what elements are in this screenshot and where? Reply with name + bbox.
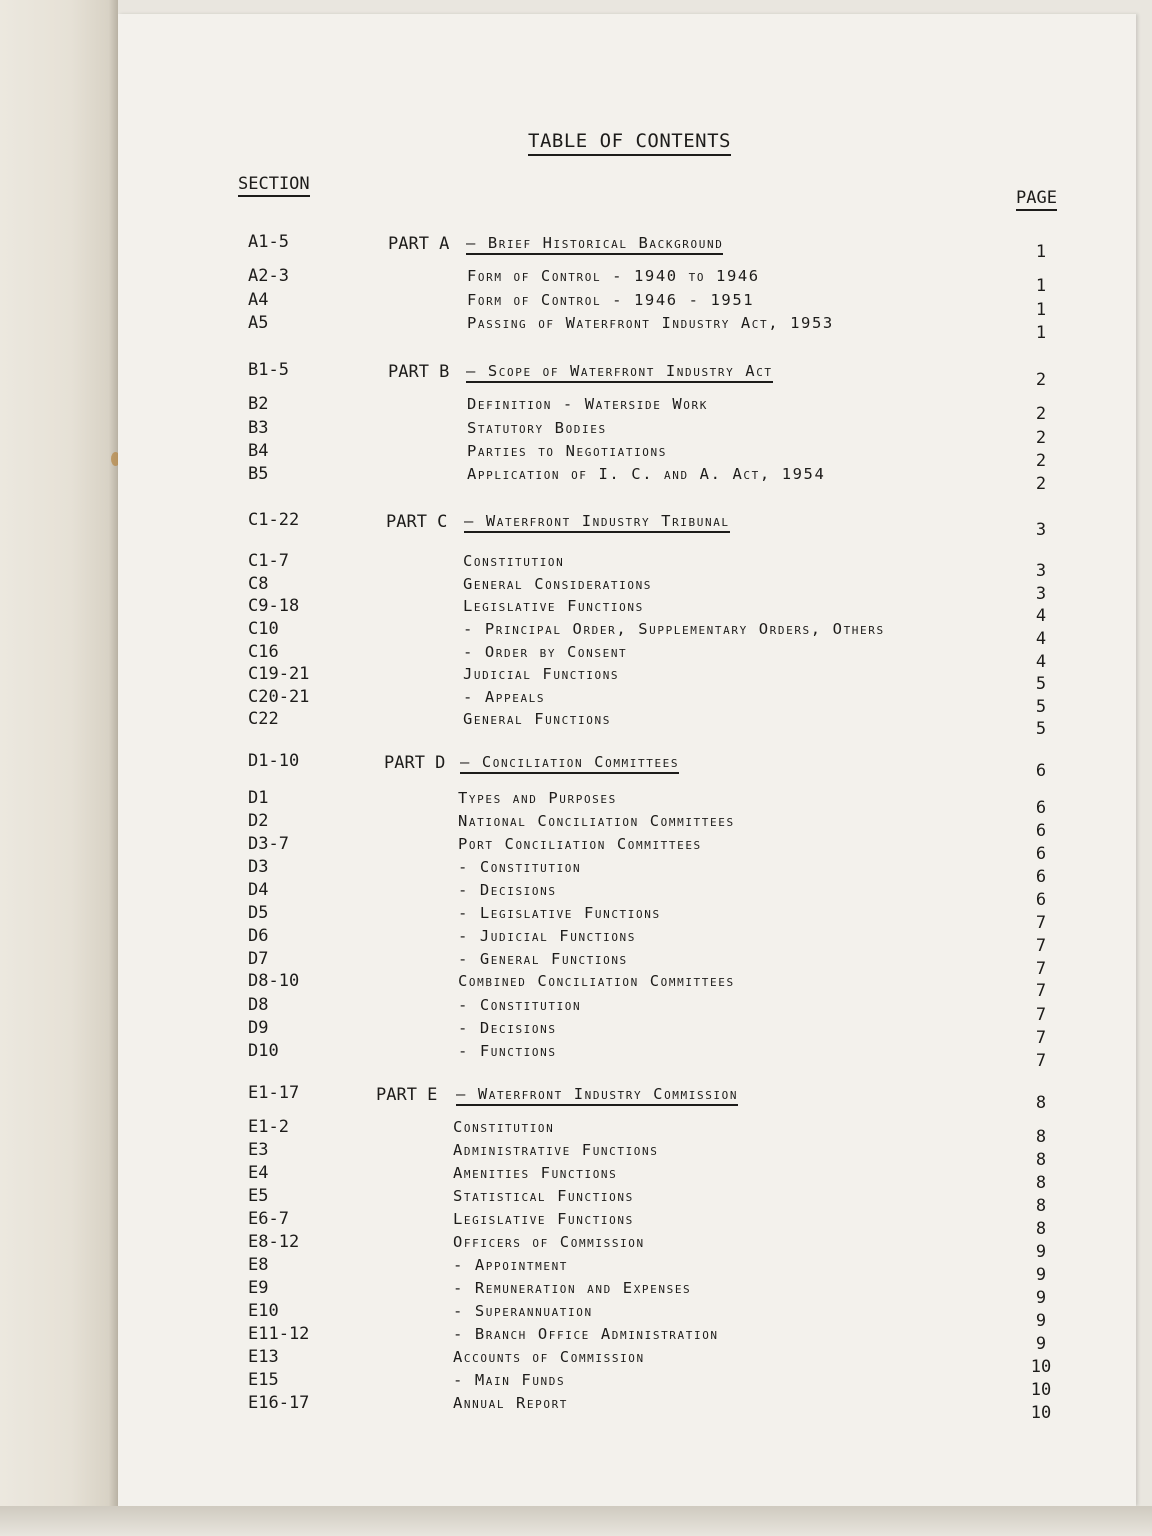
section-number: D9 (248, 1018, 269, 1038)
page-number: 8 (1035, 1219, 1047, 1239)
toc-entry: - Legislative Functions (458, 904, 661, 922)
part-label: PART D (384, 753, 446, 773)
page-number: 2 (1035, 474, 1047, 494)
section-number: D1-10 (248, 751, 300, 771)
section-number: C19-21 (248, 664, 310, 684)
page-number: 2 (1035, 451, 1047, 471)
page-number: 10 (1030, 1380, 1052, 1400)
section-number: D1 (248, 788, 269, 808)
toc-entry: Legislative Functions (453, 1210, 634, 1228)
page-number: 7 (1035, 1028, 1047, 1048)
section-number: E4 (248, 1163, 269, 1183)
toc-entry: Port Conciliation Committees (458, 835, 702, 853)
section-number: A2-3 (248, 266, 289, 286)
page-number: 5 (1035, 674, 1047, 694)
toc-entry: Administrative Functions (453, 1141, 659, 1159)
page-number: 1 (1035, 242, 1047, 262)
part-label: PART C (386, 512, 448, 532)
page-number: 9 (1035, 1242, 1047, 1262)
section-number: A1-5 (248, 232, 289, 252)
section-number: B4 (248, 441, 269, 461)
page-number: 2 (1035, 404, 1047, 424)
toc-entry: - Decisions (458, 1019, 557, 1037)
toc-entry: Accounts of Commission (453, 1348, 645, 1366)
page-number: 4 (1035, 606, 1047, 626)
page-number: 3 (1035, 520, 1047, 540)
toc-entry: Form of Control - 1946 - 1951 (467, 291, 755, 309)
page-title: TABLE OF CONTENTS (528, 130, 731, 156)
toc-entry: Annual Report (453, 1394, 569, 1412)
page-number: 3 (1035, 584, 1047, 604)
toc-entry: Constitution (453, 1118, 555, 1136)
section-number: B2 (248, 394, 269, 414)
toc-entry: Legislative Functions (463, 597, 644, 615)
page-number: 6 (1035, 867, 1047, 887)
toc-entry: Form of Control - 1940 to 1946 (467, 267, 760, 285)
toc-entry: - Superannuation (453, 1302, 593, 1320)
toc-entry: - Principal Order, Supplementary Orders, Others (463, 620, 885, 638)
page-number: 5 (1035, 719, 1047, 739)
section-number: D8 (248, 995, 269, 1015)
toc-entry: - Judicial Functions (458, 927, 636, 945)
page-number: 9 (1035, 1288, 1047, 1308)
toc-entry: - Main Funds (453, 1371, 566, 1389)
part-label: PART A (388, 234, 450, 254)
page-number: 10 (1030, 1403, 1052, 1423)
part-title: — Scope of Waterfront Industry Act (466, 362, 773, 383)
toc-entry: - Constitution (458, 858, 582, 876)
section-number: D2 (248, 811, 269, 831)
page-number: 1 (1035, 323, 1047, 343)
toc-entry: General Functions (463, 710, 611, 728)
section-number: E9 (248, 1278, 269, 1298)
section-number: D8-10 (248, 971, 300, 991)
section-number: C1-7 (248, 551, 289, 571)
section-number: A4 (248, 290, 269, 310)
toc-entry: Statutory Bodies (467, 419, 607, 437)
page-number: 6 (1035, 890, 1047, 910)
page-number: 1 (1035, 276, 1047, 296)
toc-entry: Passing of Waterfront Industry Act, 1953 (467, 314, 834, 332)
toc-entry: - Remuneration and Expenses (453, 1279, 692, 1297)
section-number: E8-12 (248, 1232, 300, 1252)
page-number: 7 (1035, 981, 1047, 1001)
page-number: 8 (1035, 1127, 1047, 1147)
section-number: E6-7 (248, 1209, 289, 1229)
page-number: 9 (1035, 1265, 1047, 1285)
toc-entry: Definition - Waterside Work (467, 395, 708, 413)
toc-entry: General Considerations (463, 575, 653, 593)
page-number: 8 (1035, 1196, 1047, 1216)
part-title: — Waterfront Industry Commission (456, 1085, 738, 1106)
toc-entry: Constitution (463, 552, 565, 570)
section-number: E3 (248, 1140, 269, 1160)
toc-entry: National Conciliation Committees (458, 812, 735, 830)
toc-entry: - Functions (458, 1042, 557, 1060)
toc-entry: - Constitution (458, 996, 582, 1014)
section-number: D5 (248, 903, 269, 923)
page-number: 7 (1035, 959, 1047, 979)
section-number: D4 (248, 880, 269, 900)
page-number: 5 (1035, 697, 1047, 717)
page-number: 6 (1035, 798, 1047, 818)
section-number: E1-2 (248, 1117, 289, 1137)
toc-entry: Parties to Negotiations (467, 442, 667, 460)
toc-entry: - Appointment (453, 1256, 569, 1274)
page-number: 2 (1035, 428, 1047, 448)
section-number: C10 (248, 619, 279, 639)
page-number: 1 (1035, 300, 1047, 320)
section-number: C1-22 (248, 510, 300, 530)
toc-entry: - Branch Office Administration (453, 1325, 719, 1343)
page-number: 7 (1035, 913, 1047, 933)
toc-entry: Types and Purposes (458, 789, 617, 807)
part-title: — Conciliation Committees (460, 753, 679, 774)
toc-entry: Officers of Commission (453, 1233, 645, 1251)
section-number: D7 (248, 949, 269, 969)
section-number: C16 (248, 642, 279, 662)
toc-entry: Amenities Functions (453, 1164, 618, 1182)
section-number: B3 (248, 418, 269, 438)
part-title: — Brief Historical Background (466, 234, 723, 255)
toc-entry: Application of I. C. and A. Act, 1954 (467, 465, 826, 483)
book-spine (0, 0, 118, 1536)
toc-entry: Judicial Functions (463, 665, 620, 683)
section-number: A5 (248, 313, 269, 333)
section-number: C22 (248, 709, 279, 729)
page-number: 2 (1035, 370, 1047, 390)
page-number: 9 (1035, 1334, 1047, 1354)
toc-entry: Statistical Functions (453, 1187, 634, 1205)
page-number: 6 (1035, 844, 1047, 864)
section-number: C9-18 (248, 596, 300, 616)
section-number: C8 (248, 574, 269, 594)
section-number: B5 (248, 464, 269, 484)
section-number: D3 (248, 857, 269, 877)
part-label: PART B (388, 362, 450, 382)
toc-entry: Combined Conciliation Committees (458, 972, 735, 990)
page-shadow (0, 1506, 1152, 1536)
toc-entry: - General Functions (458, 950, 628, 968)
section-number: D6 (248, 926, 269, 946)
toc-entry: - Appeals (463, 688, 546, 706)
toc-entry: - Decisions (458, 881, 557, 899)
page-number: 4 (1035, 629, 1047, 649)
section-number: D10 (248, 1041, 279, 1061)
section-number: B1-5 (248, 360, 289, 380)
page-number: 7 (1035, 1051, 1047, 1071)
section-number: E16-17 (248, 1393, 310, 1413)
page-number: 10 (1030, 1357, 1052, 1377)
page-column-header: PAGE (1016, 188, 1057, 211)
page-number: 8 (1035, 1173, 1047, 1193)
section-number: E1-17 (248, 1083, 300, 1103)
page-number: 8 (1035, 1093, 1047, 1113)
toc-entry: - Order by Consent (463, 643, 628, 661)
page-number: 7 (1035, 936, 1047, 956)
section-number: C20-21 (248, 687, 310, 707)
section-number: E5 (248, 1186, 269, 1206)
section-number: E10 (248, 1301, 279, 1321)
page-number: 6 (1035, 761, 1047, 781)
part-title: — Waterfront Industry Tribunal (464, 512, 730, 533)
page-number: 6 (1035, 821, 1047, 841)
page-number: 9 (1035, 1311, 1047, 1331)
page-number: 8 (1035, 1150, 1047, 1170)
section-column-header: SECTION (238, 174, 310, 197)
section-number: E11-12 (248, 1324, 310, 1344)
section-number: E15 (248, 1370, 279, 1390)
part-label: PART E (376, 1085, 438, 1105)
page-number: 7 (1035, 1005, 1047, 1025)
section-number: D3-7 (248, 834, 289, 854)
section-number: E13 (248, 1347, 279, 1367)
page-number: 4 (1035, 652, 1047, 672)
section-number: E8 (248, 1255, 269, 1275)
page-number: 3 (1035, 561, 1047, 581)
